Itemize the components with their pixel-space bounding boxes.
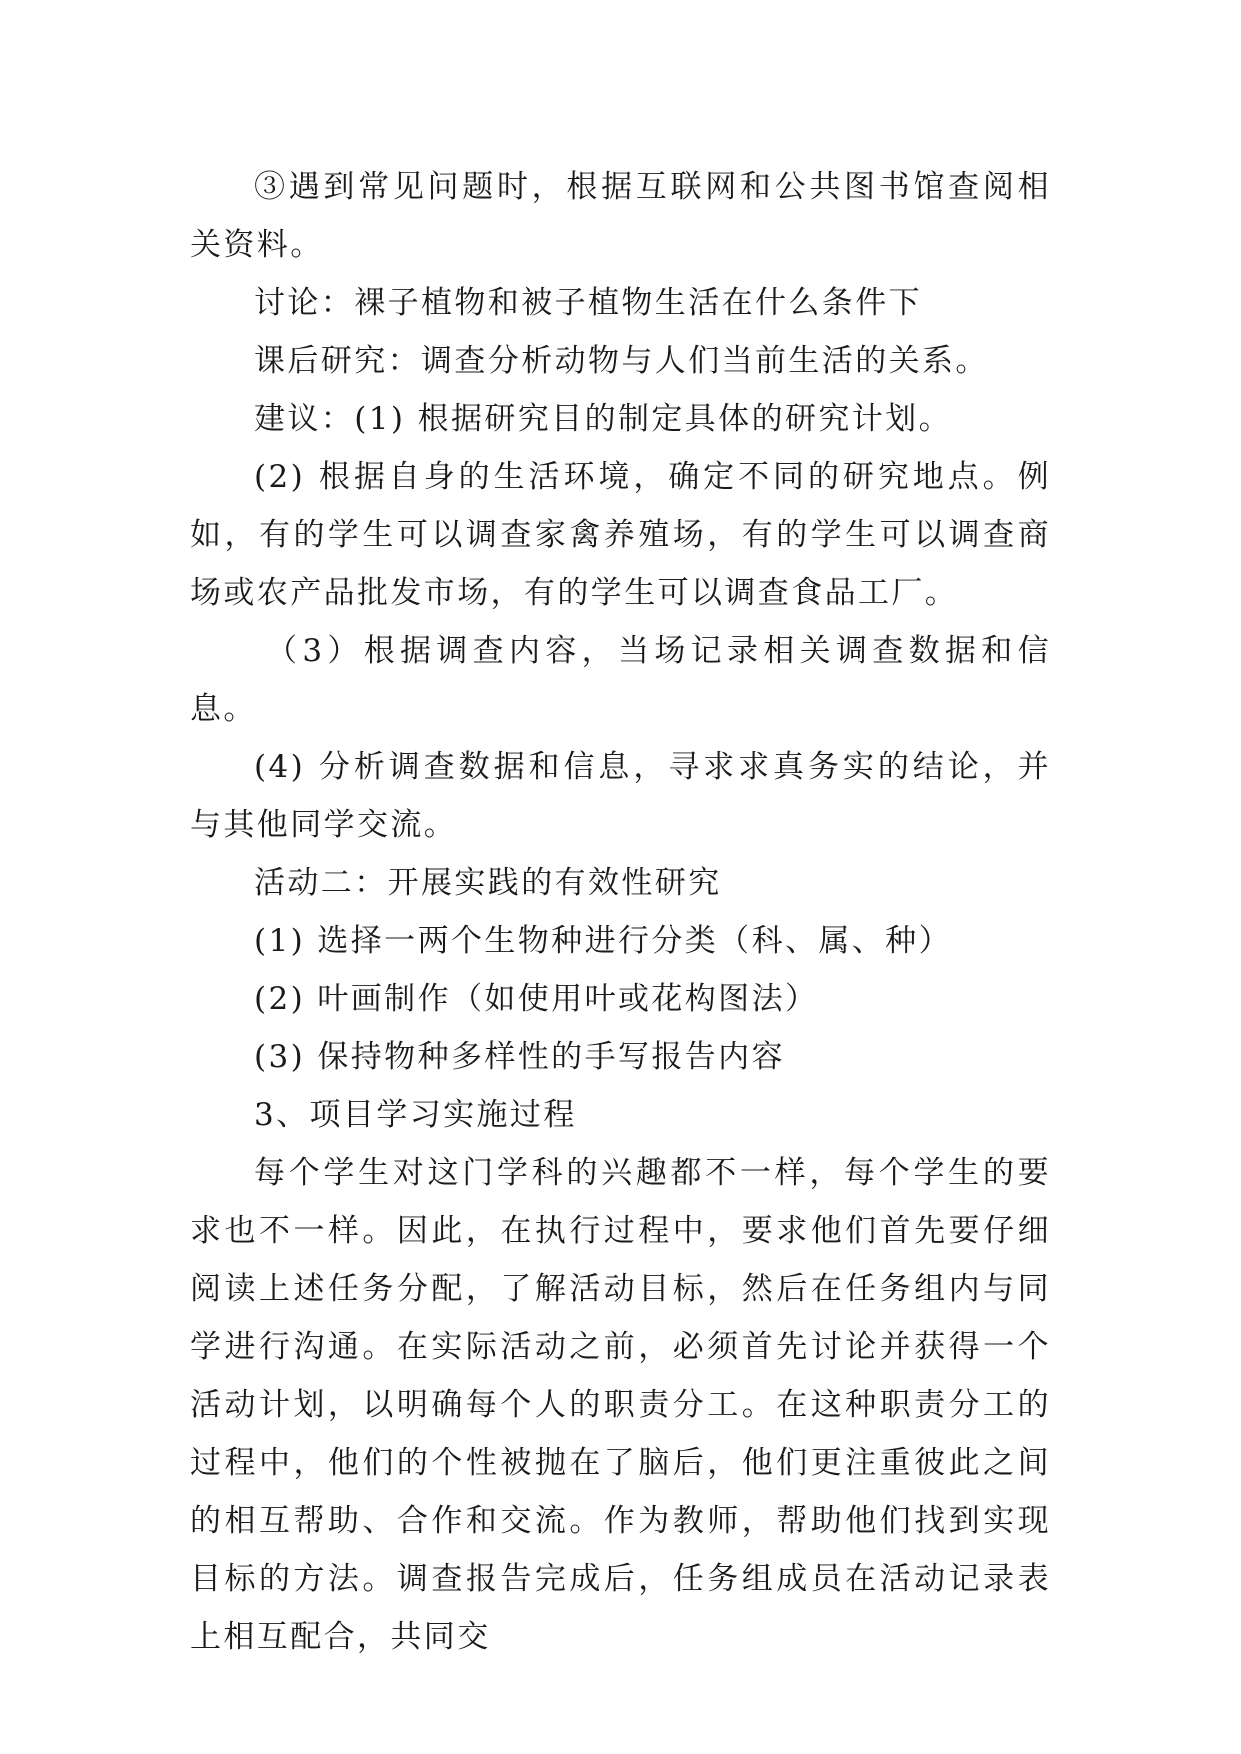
body-text	[190, 158, 1051, 1666]
paragraph-activity-item-1: (1) 选择一两个生物种进行分类（科、属、种）	[254, 923, 952, 959]
paragraph-suggestion-1: 建议：(1) 根据研究目的制定具体的研究计划。	[254, 401, 952, 437]
paragraph-suggestion-4: (4) 分析调查数据和信息，寻求求真务实的结论，并与其他同学交流。	[190, 749, 1051, 843]
paragraph-suggestion-3: （3）根据调查内容，当场记录相关调查数据和信息。	[190, 633, 1051, 727]
paragraph-after-class-research: 课后研究：调查分析动物与人们当前生活的关系。	[254, 343, 989, 379]
section-heading: 3、项目学习实施过程	[254, 1097, 577, 1133]
paragraph-activity-two: 活动二：开展实践的有效性研究	[254, 865, 722, 901]
paragraph-activity-item-3: (3) 保持物种多样性的手写报告内容	[254, 1039, 785, 1075]
paragraph-implementation: 每个学生对这门学科的兴趣都不一样，每个学生的要求也不一样。因此，在执行过程中，要求他们首先要仔细阅读上述任务分配，了解活动目标，然后在任务组内与同学进行沟通。在实际活动之前，必须首先讨论并获得一个活动计划，以明确每个人的职责分工。在这种职责分工的过程中，他们的个性被抛在了脑后，他们更注重彼此之间的相互帮助、合作和交流。作为教师，帮助他们找到实现目标的方法。调查报告完成后，任务组成员在活动记录表上相互配合，共同交	[190, 1155, 1051, 1655]
paragraph-activity-item-2: (2) 叶画制作（如使用叶或花构图法）	[254, 981, 819, 1017]
paragraph-reference-lookup: ③遇到常见问题时，根据互联网和公共图书馆查阅相关资料。	[190, 169, 1051, 263]
paragraph-discussion: 讨论：裸子植物和被子植物生活在什么条件下	[254, 285, 922, 321]
paragraph-suggestion-2: (2) 根据自身的生活环境，确定不同的研究地点。例如，有的学生可以调查家禽养殖场，有的学生可以调查商场或农产品批发市场，有的学生可以调查食品工厂。	[190, 459, 1051, 611]
